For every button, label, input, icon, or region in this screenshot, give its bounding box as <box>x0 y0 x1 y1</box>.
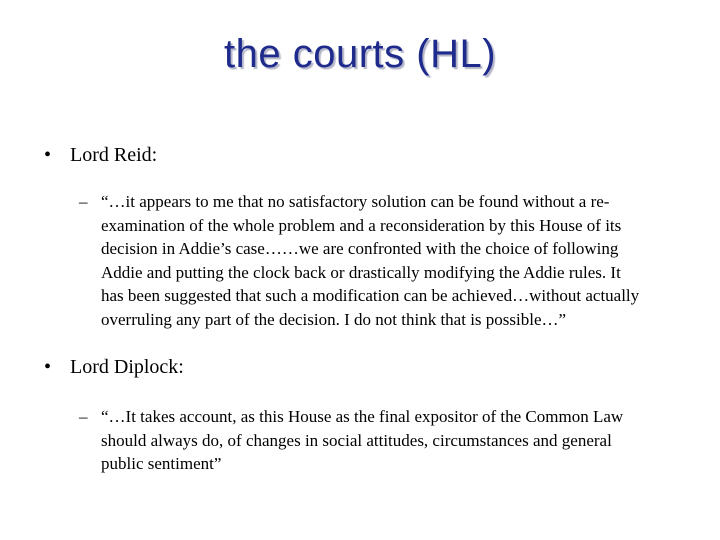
quote-line: public sentiment” <box>101 454 222 473</box>
speaker-name: Lord Diplock: <box>70 356 184 378</box>
dash-icon: – <box>79 407 88 426</box>
quote-text <box>101 190 639 331</box>
quote-line: decision in Addie’s case……we are confronted with the choice of following <box>101 239 619 258</box>
quote-line: overruling any part of the decision. I do not think that is possible…” <box>101 309 567 329</box>
bullet-icon: • <box>44 144 52 166</box>
quote-line: “…it appears to me that no satisfactory solution can be found without a re- <box>101 192 610 211</box>
quote-line: examination of the whole problem and a reconsideration by this House of its <box>101 215 622 235</box>
quote-line: should always do, of changes in social attitudes, circumstances and general <box>101 430 612 450</box>
speaker-name: Lord Reid: <box>70 144 158 166</box>
quote-line: “…It takes account, as this House as the final expositor of the Common Law <box>101 407 624 426</box>
quote-line: has been suggested that such a modification can be achieved…without actually <box>101 286 640 305</box>
quote-text <box>101 405 623 476</box>
dash-icon: – <box>79 192 88 211</box>
bullet-icon: • <box>44 356 52 378</box>
quote-line: Addie and putting the clock back or drastically modifying the Addie rules. It <box>101 262 621 282</box>
slide-title: the courts (HL) <box>223 32 497 76</box>
